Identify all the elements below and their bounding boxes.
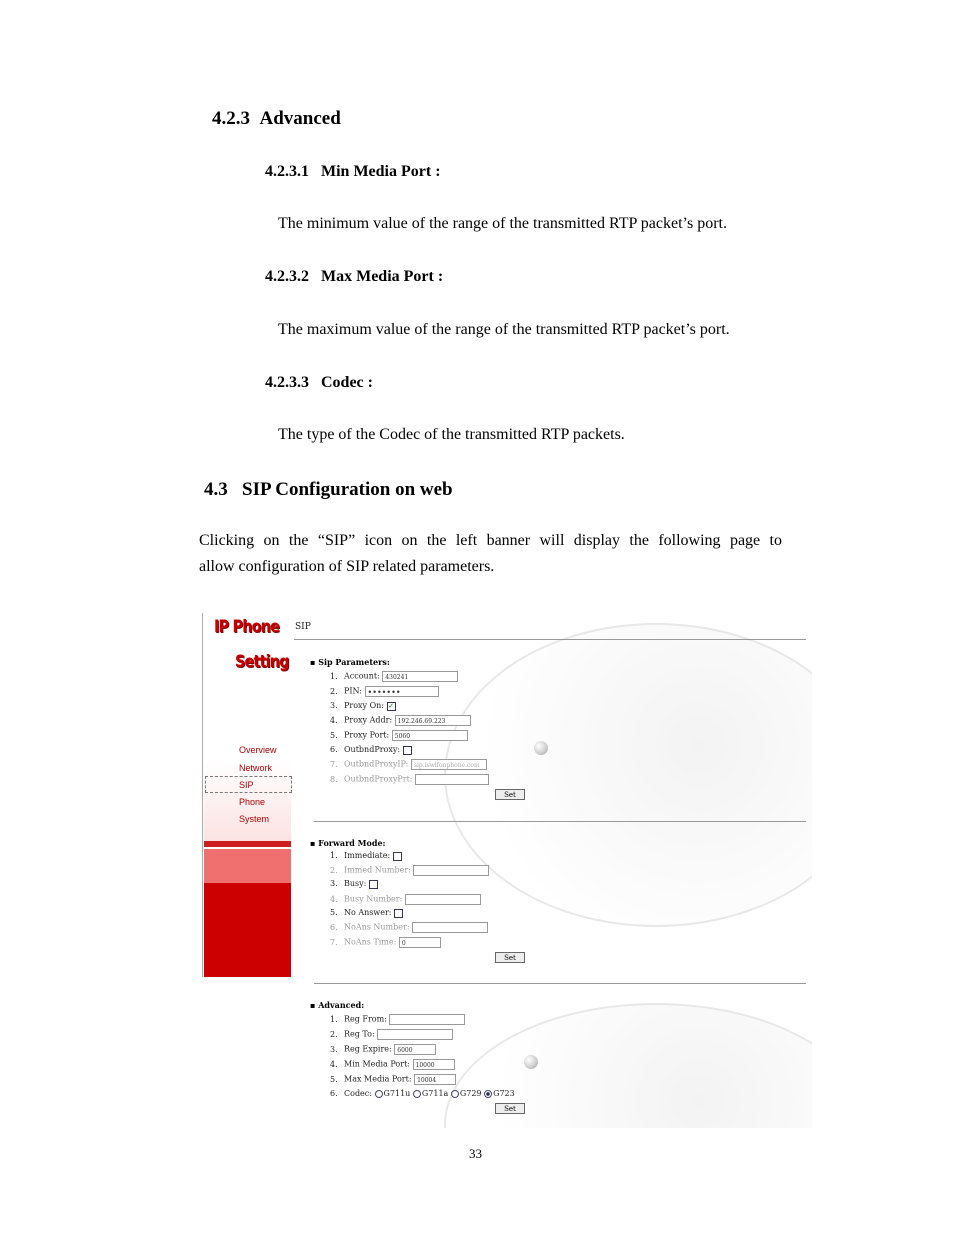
busy-checkbox[interactable] [369,880,378,889]
row-number: 2. [330,1029,338,1039]
sip-params-title-text: Sip Parameters: [318,657,390,667]
row-number: 2. [330,686,338,696]
adv-row-max-media-port [330,1074,456,1085]
codec-label: G711a [421,1089,449,1098]
left-banner [202,613,291,977]
nav-overview[interactable]: Overview [239,745,277,755]
row-label: Proxy Port: [344,730,390,740]
subsection-number: 4.2.3.3 [265,374,309,391]
subsection-number: 4.2.3.2 [265,268,309,285]
codec-g711u-radio[interactable] [375,1090,383,1098]
forward-mode-title: ▪ Forward Mode: [310,838,386,848]
sip-row-outbnd-proxy [330,745,412,755]
row-label: Codec: [344,1089,372,1098]
noans-time-input[interactable]: 0 [399,937,441,948]
row-label: No Answer: [344,908,392,917]
sip-row-account [330,671,458,682]
fwd-row-immed-number [330,865,489,876]
sip-row-pin [330,686,439,697]
banner-red-area [204,883,291,977]
codec-label: G729 [459,1089,482,1098]
page-title: SIP [295,622,311,632]
row-label: Reg Expire: [344,1044,392,1054]
section2-title: SIP Configuration on web [242,479,453,500]
sip-params-title: ▪ Sip Parameters: [310,657,390,667]
reg-to-input[interactable] [377,1029,453,1040]
row-label: Max Media Port: [344,1074,412,1084]
proxy-addr-input[interactable]: 192.246.69.223 [395,715,471,726]
section2-number: 4.3 [204,479,228,500]
decor-swoosh [444,623,812,927]
codec-label: G711u [383,1089,411,1098]
busy-number-input[interactable] [405,894,481,905]
sip-row-outbnd-proxy-port [330,774,489,785]
subsection-title: Min Media Port : [321,163,441,180]
fwd-row-busy-number [330,894,481,905]
row-label: Reg To: [344,1029,375,1039]
fwd-row-no-answer [330,908,403,918]
row-label: Account: [344,671,380,681]
codec-label: G723 [493,1089,515,1098]
intro-line-1: Clicking on the “SIP” icon on the left banner will display the following page to [199,532,782,549]
row-label: Reg From: [344,1014,387,1024]
immed-number-input[interactable] [413,865,489,876]
subsection-text-1: The minimum value of the range of the transmitted RTP packet’s port. [278,215,727,232]
sip-row-outbnd-proxy-ip [330,759,487,770]
row-number: 6. [330,922,338,932]
row-label: OutbndProxyIP: [344,759,409,769]
subsection-title: Codec : [321,374,373,391]
row-label: Min Media Port: [344,1059,410,1069]
advanced-title-text: Advanced: [318,1000,365,1010]
row-label: Busy: [344,879,367,888]
row-number: 1. [330,1014,338,1024]
row-label: PIN: [344,686,362,696]
row-number: 7. [330,759,338,769]
noans-number-input[interactable] [412,922,488,933]
adv-row-reg-from [330,1014,465,1025]
nav-network[interactable]: Network [239,763,273,773]
sip-set-button[interactable]: Set [495,789,525,800]
row-number: 5. [330,1074,338,1084]
row-label: NoAns Time: [344,937,397,947]
row-number: 6. [330,1089,338,1098]
sip-row-proxy-on [330,701,396,711]
outbnd-proxy-port-input[interactable] [415,774,489,785]
divider [294,639,806,640]
row-number: 8. [330,774,338,784]
subsection-heading-2 [265,268,443,286]
row-number: 6. [330,745,338,754]
fwd-row-noans-number [330,922,488,933]
subsection-heading-3 [265,374,373,392]
row-number: 4. [330,894,338,904]
subsection-number: 4.2.3.1 [265,163,309,180]
row-label: Proxy On: [344,701,385,710]
codec-g729-radio[interactable] [451,1090,459,1098]
decor-sphere [534,741,548,755]
advanced-set-button[interactable]: Set [495,1103,525,1114]
row-number: 1. [330,671,338,681]
banner-pink-band [204,849,291,883]
row-number: 2. [330,865,338,875]
max-media-port-input[interactable]: 10004 [414,1074,456,1085]
row-number: 1. [330,851,338,860]
nav-system[interactable]: System [239,814,270,824]
codec-g711a-radio[interactable] [413,1090,421,1098]
section2-heading [204,479,453,501]
nav-sip[interactable]: SIP [239,780,254,790]
divider [314,983,806,984]
row-label: Immed Number: [344,865,411,875]
banner-divider [204,841,291,847]
no-answer-checkbox[interactable] [394,909,403,918]
row-label: OutbndProxy: [344,745,401,754]
sip-row-proxy-port [330,730,468,741]
min-media-port-input[interactable]: 10000 [413,1059,455,1070]
row-label: OutbndProxyPrt: [344,774,413,784]
logo-setting: Setting [235,652,289,672]
reg-from-input[interactable] [389,1014,465,1025]
advanced-title: ▪ Advanced: [310,1000,365,1010]
fwd-row-noans-time [330,937,441,948]
section-title: Advanced [259,108,341,129]
pin-input[interactable]: ••••••• [365,686,439,697]
account-input[interactable]: 430241 [382,671,458,682]
subsection-text-2: The maximum value of the range of the transmitted RTP packet’s port. [278,321,730,338]
subsection-heading-1 [265,163,441,181]
decor-sphere [524,1055,538,1069]
adv-row-min-media-port [330,1059,455,1070]
row-number: 5. [330,908,338,917]
row-number: 4. [330,715,338,725]
adv-row-reg-to [330,1029,453,1040]
proxy-port-input[interactable]: 5060 [392,730,468,741]
row-number: 7. [330,937,338,947]
nav-phone[interactable]: Phone [239,797,266,807]
adv-row-codec [330,1089,515,1098]
row-number: 4. [330,1059,338,1069]
logo-ip-phone: IP Phone [214,617,280,637]
row-label: Proxy Addr: [344,715,393,725]
row-label: Immediate: [344,851,391,860]
row-label: NoAns Number: [344,922,410,932]
section-number: 4.2.3 [212,108,250,129]
fwd-row-busy [330,879,378,889]
forward-mode-title-text: Forward Mode: [318,838,386,848]
forward-set-button[interactable]: Set [495,952,525,963]
fwd-row-immediate [330,851,402,861]
row-number: 3. [330,879,338,888]
intro-line-2: allow configuration of SIP related parameters. [199,558,495,575]
row-number: 5. [330,730,338,740]
section-heading [212,108,341,130]
divider [314,821,806,822]
reg-expire-input[interactable]: 6000 [394,1044,436,1055]
row-number: 3. [330,701,338,710]
outbnd-proxy-checkbox[interactable] [403,746,412,755]
subsection-text-3: The type of the Codec of the transmitted RTP packets. [278,426,625,443]
codec-g723-radio[interactable] [484,1090,492,1098]
subsection-title: Max Media Port : [321,268,444,285]
page-number: 33 [469,1146,482,1161]
proxy-on-checkbox[interactable]: ✓ [388,701,394,710]
row-number: 3. [330,1044,338,1054]
sip-content [294,613,812,1128]
adv-row-reg-expire [330,1044,436,1055]
row-label: Busy Number: [344,894,403,904]
outbnd-proxy-ip-input[interactable]: sip.iswifonphone.com [411,759,487,770]
sip-row-proxy-addr [330,715,471,726]
immediate-checkbox[interactable] [393,852,402,861]
sip-config-screenshot [202,613,812,1128]
